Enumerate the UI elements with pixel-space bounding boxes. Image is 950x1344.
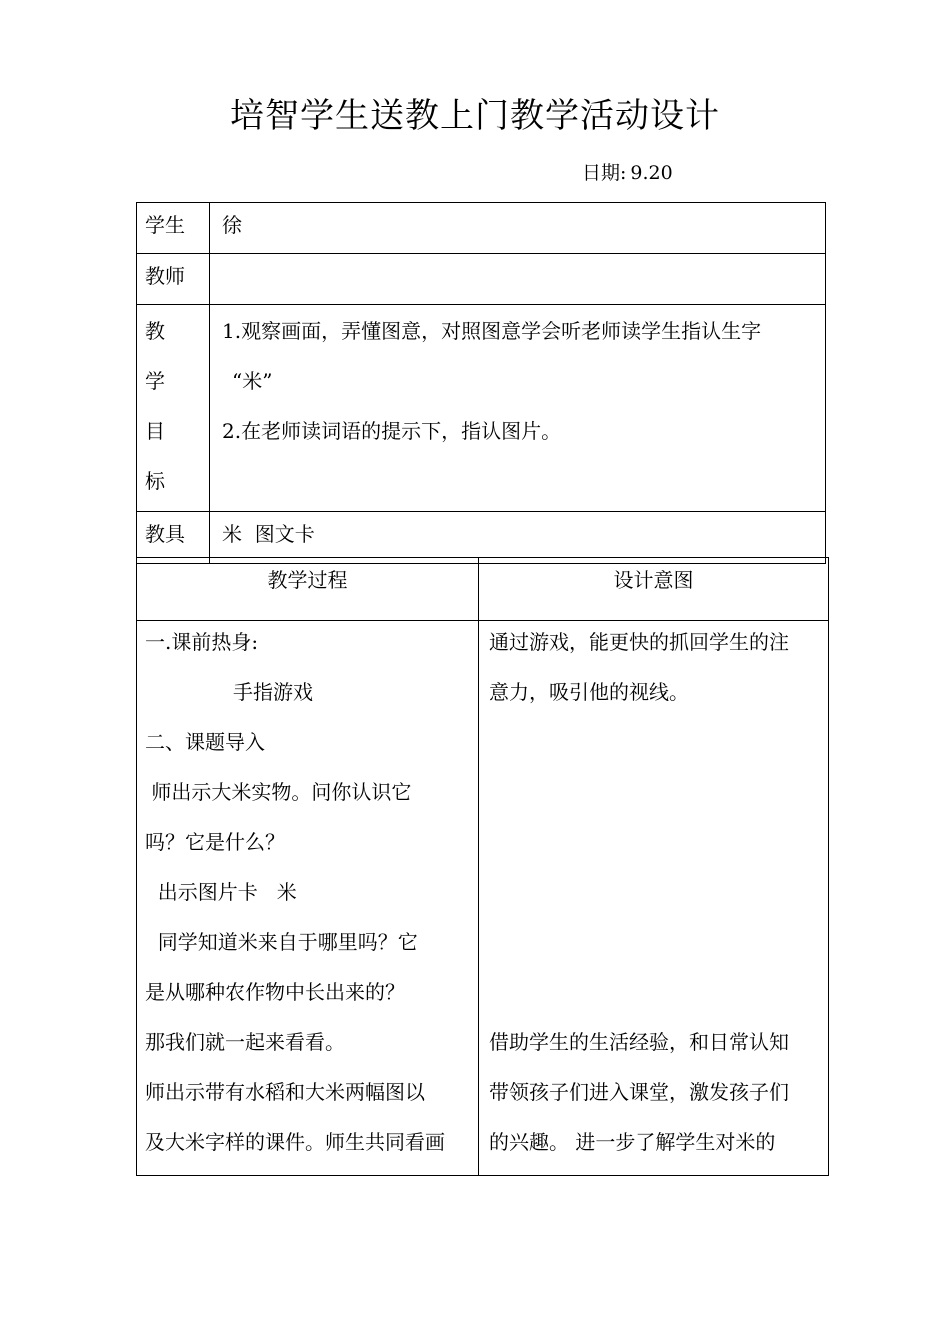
process-header: 教学过程 bbox=[137, 558, 479, 621]
process-line: 及大米字样的课件。师生共同看画 bbox=[145, 1130, 445, 1154]
process-line: 出示图片卡 米 bbox=[145, 880, 297, 904]
document-title: 培智学生送教上门教学活动设计 bbox=[230, 96, 720, 136]
process-column bbox=[137, 621, 479, 1176]
info-table bbox=[136, 202, 826, 564]
process-line: 同学知道米来自于哪里吗？它 bbox=[145, 930, 418, 954]
date-value: 9.20 bbox=[630, 162, 673, 184]
process-table bbox=[136, 557, 829, 1176]
intent-line: 意力，吸引他的视线。 bbox=[489, 680, 689, 704]
tools-row bbox=[137, 512, 826, 564]
teacher-row bbox=[137, 254, 826, 305]
process-line: 手指游戏 bbox=[233, 680, 313, 704]
teacher-label: 教师 bbox=[137, 254, 210, 305]
process-line: 吗？它是什么？ bbox=[145, 830, 285, 854]
intent-line: 的兴趣。 进一步了解学生对米的 bbox=[489, 1130, 776, 1154]
process-body-row bbox=[137, 621, 829, 1176]
tools-label: 教具 bbox=[137, 512, 210, 564]
process-line: 二、课题导入 bbox=[145, 730, 265, 754]
intent-line: 借助学生的生活经验，和日常认知 bbox=[489, 1030, 789, 1054]
date-label: 日期: bbox=[582, 162, 627, 184]
goals-value bbox=[210, 305, 826, 512]
goal-line: “米” bbox=[232, 369, 273, 393]
process-line: 师出示大米实物。问你认识它 bbox=[145, 780, 412, 804]
goal-line: 2.在老师读词语的提示下，指认图片。 bbox=[222, 419, 562, 443]
process-line: 是从哪种农作物中长出来的？ bbox=[145, 980, 405, 1004]
teacher-value bbox=[210, 254, 826, 305]
goals-label-char: 标 bbox=[145, 469, 165, 493]
student-label: 学生 bbox=[137, 203, 210, 254]
tools-value: 米 图文卡 bbox=[210, 512, 826, 564]
student-row bbox=[137, 203, 826, 254]
intent-header: 设计意图 bbox=[479, 558, 829, 621]
goals-label bbox=[137, 305, 210, 512]
process-line: 那我们就一起来看看。 bbox=[145, 1030, 345, 1054]
process-line: 师出示带有水稻和大米两幅图以 bbox=[145, 1080, 425, 1104]
goals-label-char: 教 bbox=[145, 319, 165, 343]
goals-row bbox=[137, 305, 826, 512]
student-value: 徐 bbox=[210, 203, 826, 254]
intent-line: 通过游戏，能更快的抓回学生的注 bbox=[489, 630, 789, 654]
goal-line: 1.观察画面，弄懂图意，对照图意学会听老师读学生指认生字 bbox=[222, 319, 762, 343]
date-line bbox=[582, 158, 673, 185]
goals-label-char: 目 bbox=[145, 419, 165, 443]
intent-line: 带领孩子们进入课堂，激发孩子们 bbox=[489, 1080, 789, 1104]
process-header-row bbox=[137, 558, 829, 621]
intent-column bbox=[479, 621, 829, 1176]
process-line: 一.课前热身: bbox=[145, 630, 259, 654]
goals-label-char: 学 bbox=[145, 369, 165, 393]
